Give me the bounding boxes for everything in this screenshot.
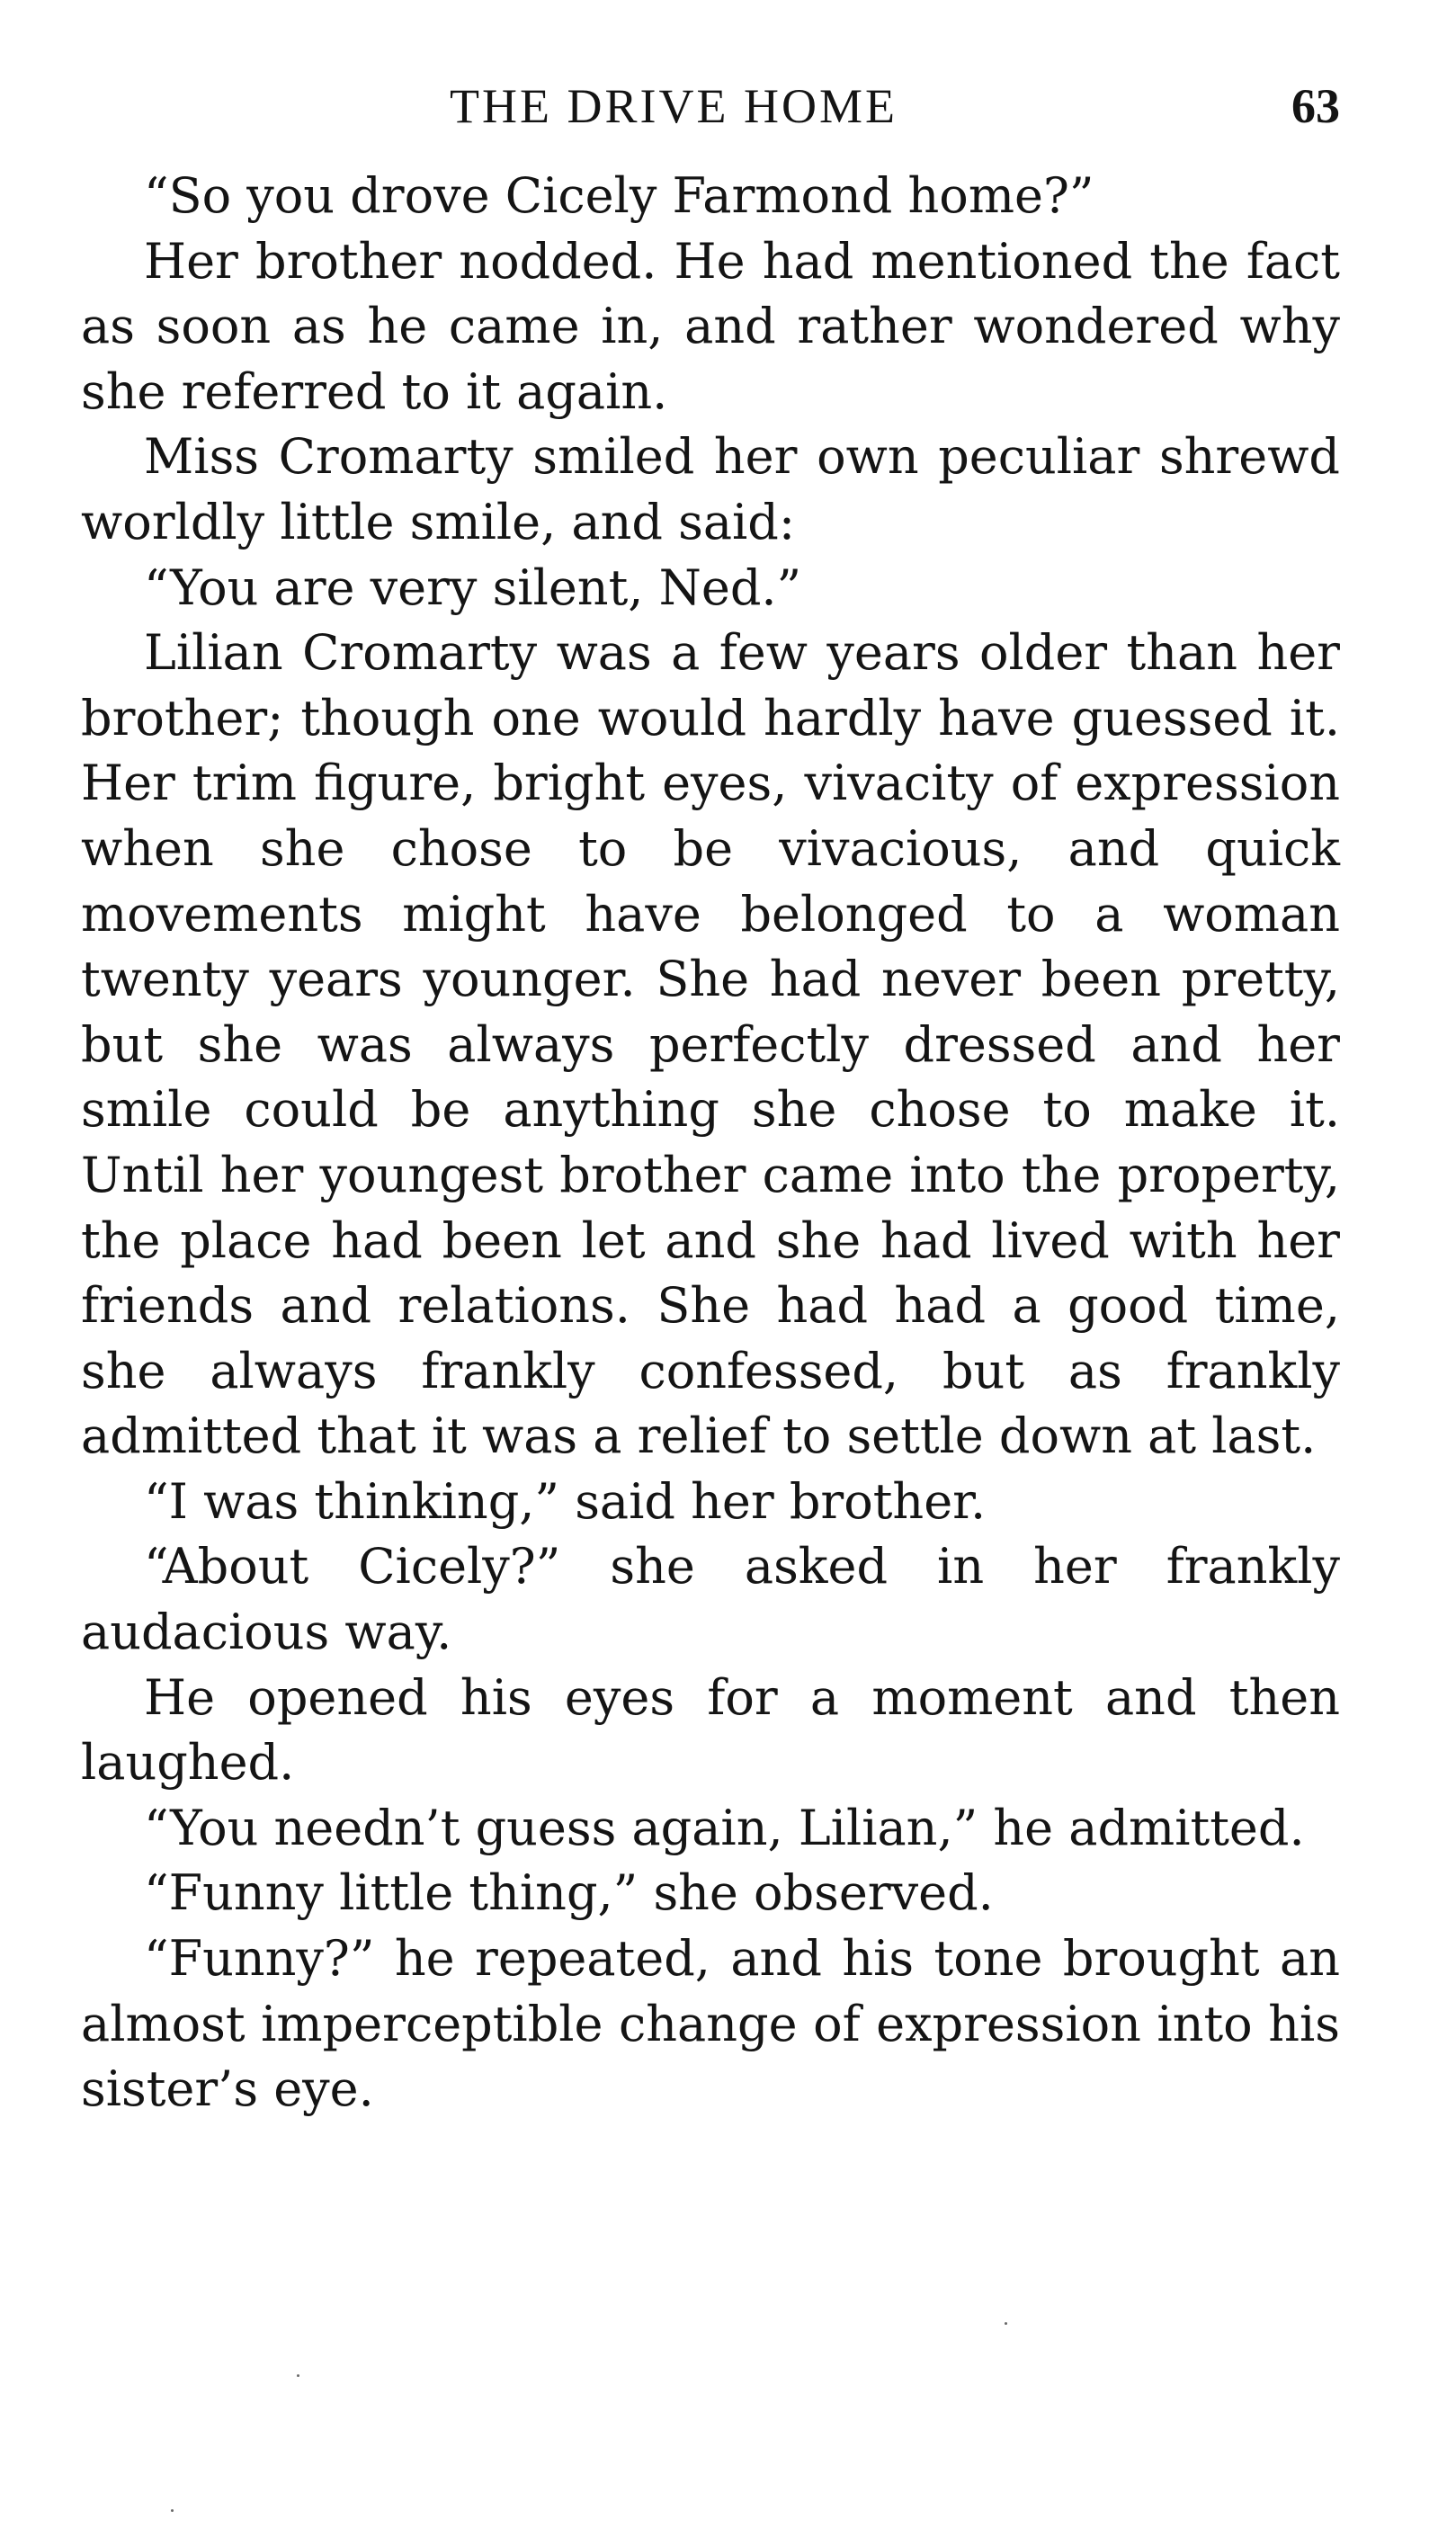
paragraph: “Funny?” he repeated, and his tone brought an almost imperceptible change of expression into his sister’s eye. <box>81 1930 1340 2118</box>
paper-speck <box>171 2509 174 2512</box>
paragraph: “About Cicely?” she asked in her frankly audacious way. <box>81 1538 1340 1661</box>
paragraph: “Funny little thing,” she observed. <box>144 1864 994 1922</box>
running-title: THE DRIVE HOME <box>450 79 898 133</box>
body-text <box>81 164 1340 2122</box>
paragraph: “You are very silent, Ned.” <box>144 559 802 616</box>
paragraph: Miss Cromarty smiled her own peculiar shrewd worldly little smile, and said: <box>81 428 1340 550</box>
paragraph: “I was thinking,” said her brother. <box>144 1472 987 1530</box>
paragraph: He opened his eyes for a moment and then laughed. <box>81 1668 1340 1792</box>
page-number: 63 <box>1291 79 1340 133</box>
paper-speck <box>297 2374 299 2377</box>
paragraph: “So you drove Cicely Farmond home?” <box>144 167 1094 224</box>
paragraph: Her brother nodded. He had mentioned the fact as soon as he came in, and rather wondered why she referred to it again. <box>81 232 1340 420</box>
paragraph: Lilian Cromarty was a few years older than her brother; though one would hardly have guessed it. Her trim figure, bright eyes, vivacity of expression when she chose to be vivacious, and quick movements might have belonged to a woman twenty years younger. She had never been pretty, but she was always perfectly dressed and her smile could be anything she chose to make it. Until her youngest brother came into the property, the place had been let and she had lived with her friends and relations. She had had a good time, she always frankly confessed, but as frankly admitted that it was a relief to settle down at last. <box>81 624 1340 1465</box>
paragraph: “You needn’t guess again, Lilian,” he admitted. <box>144 1799 1305 1856</box>
running-head <box>81 79 1340 133</box>
paper-speck <box>1005 2322 1007 2325</box>
